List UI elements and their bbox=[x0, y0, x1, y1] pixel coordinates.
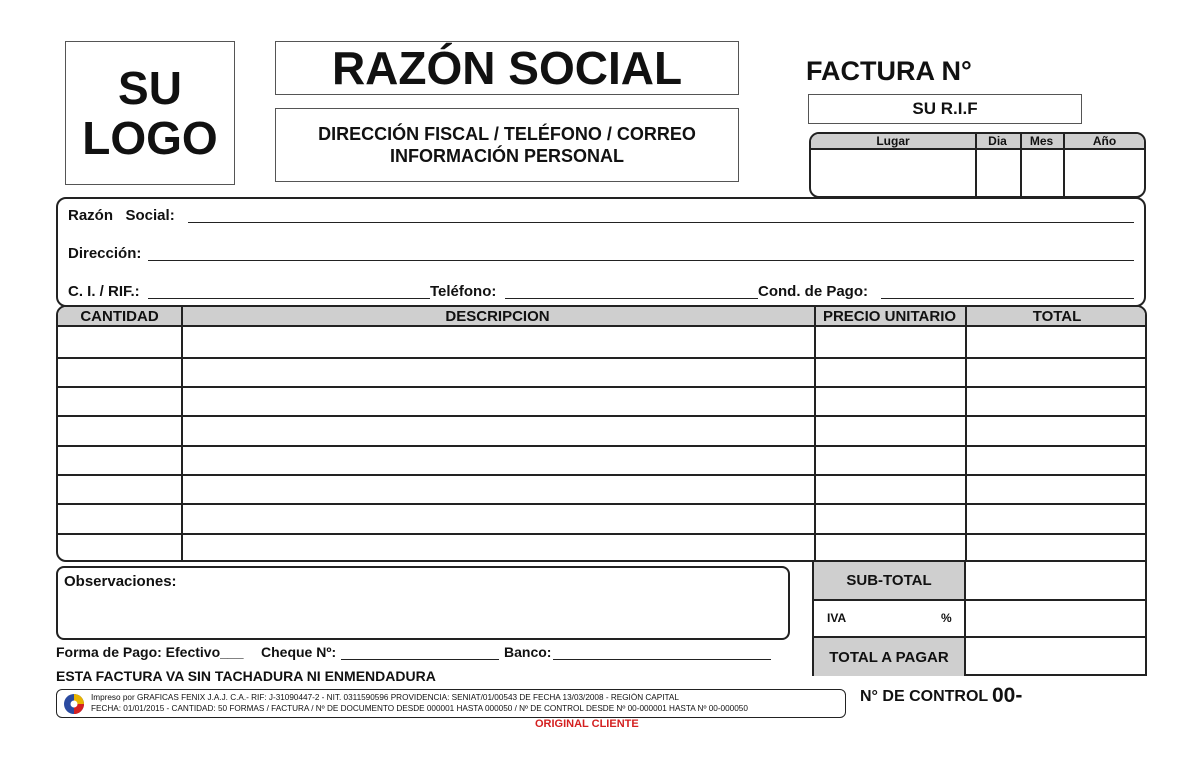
address-box bbox=[275, 108, 739, 182]
telefono-field[interactable] bbox=[505, 298, 758, 299]
banco-label: Banco: bbox=[504, 644, 552, 660]
total-pagar-label: TOTAL A PAGAR bbox=[814, 638, 964, 676]
printer-line-2: FECHA: 01/01/2015 - CANTIDAD: 50 FORMAS / FACTURA / Nº DE DOCUMENTO DESDE 000001 HASTA 000050 / Nº DE CONTROL DESDE Nº 00-000001 HASTA Nº 00-000050 bbox=[91, 704, 748, 713]
logo-box bbox=[65, 41, 235, 185]
address-line-2: INFORMACIÓN PERSONAL bbox=[390, 146, 624, 166]
totals-block bbox=[812, 562, 1147, 676]
razon-social-label: Razón Social: bbox=[68, 207, 175, 224]
iva-percent: % bbox=[941, 611, 952, 625]
date-day-label: Dia bbox=[988, 134, 1007, 148]
items-header bbox=[58, 307, 1145, 327]
printer-line-1: Impreso por GRAFICAS FENIX J.A.J. C.A.- RIF: J-31090447-2 - NIT. 0311590596 PROVIDENCIA: SENIAT/01/00543 DE FECHA 13/03/2008 - REGIÓN CAPITAL bbox=[91, 693, 679, 702]
rif-label: SU R.I.F bbox=[912, 99, 978, 118]
subtotal-label: SUB-TOTAL bbox=[814, 562, 964, 599]
cheque-label: Cheque Nº: bbox=[261, 644, 337, 660]
ci-rif-label: C. I. / RIF.: bbox=[68, 283, 140, 300]
col-total: TOTAL bbox=[1032, 307, 1082, 325]
date-year-label: Año bbox=[1092, 134, 1117, 148]
cheque-field[interactable] bbox=[341, 659, 499, 660]
subtotal-value[interactable] bbox=[966, 562, 1147, 599]
total-pagar-value[interactable] bbox=[966, 638, 1147, 676]
logo-line-2: LOGO bbox=[82, 112, 218, 164]
col-descripcion: DESCRIPCION bbox=[445, 307, 550, 325]
table-row bbox=[58, 445, 1145, 447]
date-header bbox=[811, 134, 1144, 150]
printer-logo-icon bbox=[62, 692, 86, 716]
items-table bbox=[56, 305, 1147, 562]
table-row bbox=[58, 503, 1145, 505]
control-label: N° DE CONTROL bbox=[860, 688, 989, 705]
company-name: RAZÓN SOCIAL bbox=[331, 42, 683, 94]
banco-field[interactable] bbox=[553, 659, 771, 660]
telefono-label: Teléfono: bbox=[430, 283, 497, 300]
date-month-label: Mes bbox=[1029, 134, 1054, 148]
table-row bbox=[58, 533, 1145, 535]
razon-social-field[interactable] bbox=[188, 222, 1134, 223]
col-precio-unitario: PRECIO UNITARIO bbox=[822, 307, 957, 325]
iva-cell bbox=[814, 599, 964, 636]
table-row bbox=[58, 474, 1145, 476]
iva-value[interactable] bbox=[966, 599, 1147, 636]
table-row bbox=[58, 386, 1145, 388]
forma-pago-label: Forma de Pago: Efectivo___ bbox=[56, 644, 244, 660]
warning-text: ESTA FACTURA VA SIN TACHADURA NI ENMENDADURA bbox=[56, 668, 436, 684]
printer-info-box bbox=[56, 689, 846, 718]
iva-label: IVA bbox=[827, 611, 847, 625]
cond-pago-field[interactable] bbox=[881, 298, 1134, 299]
control-value: 00- bbox=[992, 684, 1023, 707]
observations-label: Observaciones: bbox=[64, 573, 177, 590]
direccion-label: Dirección: bbox=[68, 245, 142, 262]
col-cantidad: CANTIDAD bbox=[80, 307, 159, 325]
observations-box[interactable] bbox=[56, 566, 790, 640]
rif-box bbox=[808, 94, 1082, 124]
direccion-field[interactable] bbox=[148, 260, 1134, 261]
table-row bbox=[58, 357, 1145, 359]
invoice-title: FACTURA N° bbox=[806, 56, 972, 86]
table-row bbox=[58, 415, 1145, 417]
client-info-box bbox=[56, 197, 1146, 307]
address-line-1: DIRECCIÓN FISCAL / TELÉFONO / CORREO bbox=[318, 124, 696, 144]
date-place-label: Lugar bbox=[876, 134, 910, 148]
company-name-box bbox=[275, 41, 739, 95]
copy-label: ORIGINAL CLIENTE bbox=[535, 718, 639, 730]
ci-rif-field[interactable] bbox=[148, 298, 430, 299]
cond-pago-label: Cond. de Pago: bbox=[758, 283, 868, 300]
logo-line-1: SU bbox=[118, 62, 182, 114]
date-box bbox=[809, 132, 1146, 198]
